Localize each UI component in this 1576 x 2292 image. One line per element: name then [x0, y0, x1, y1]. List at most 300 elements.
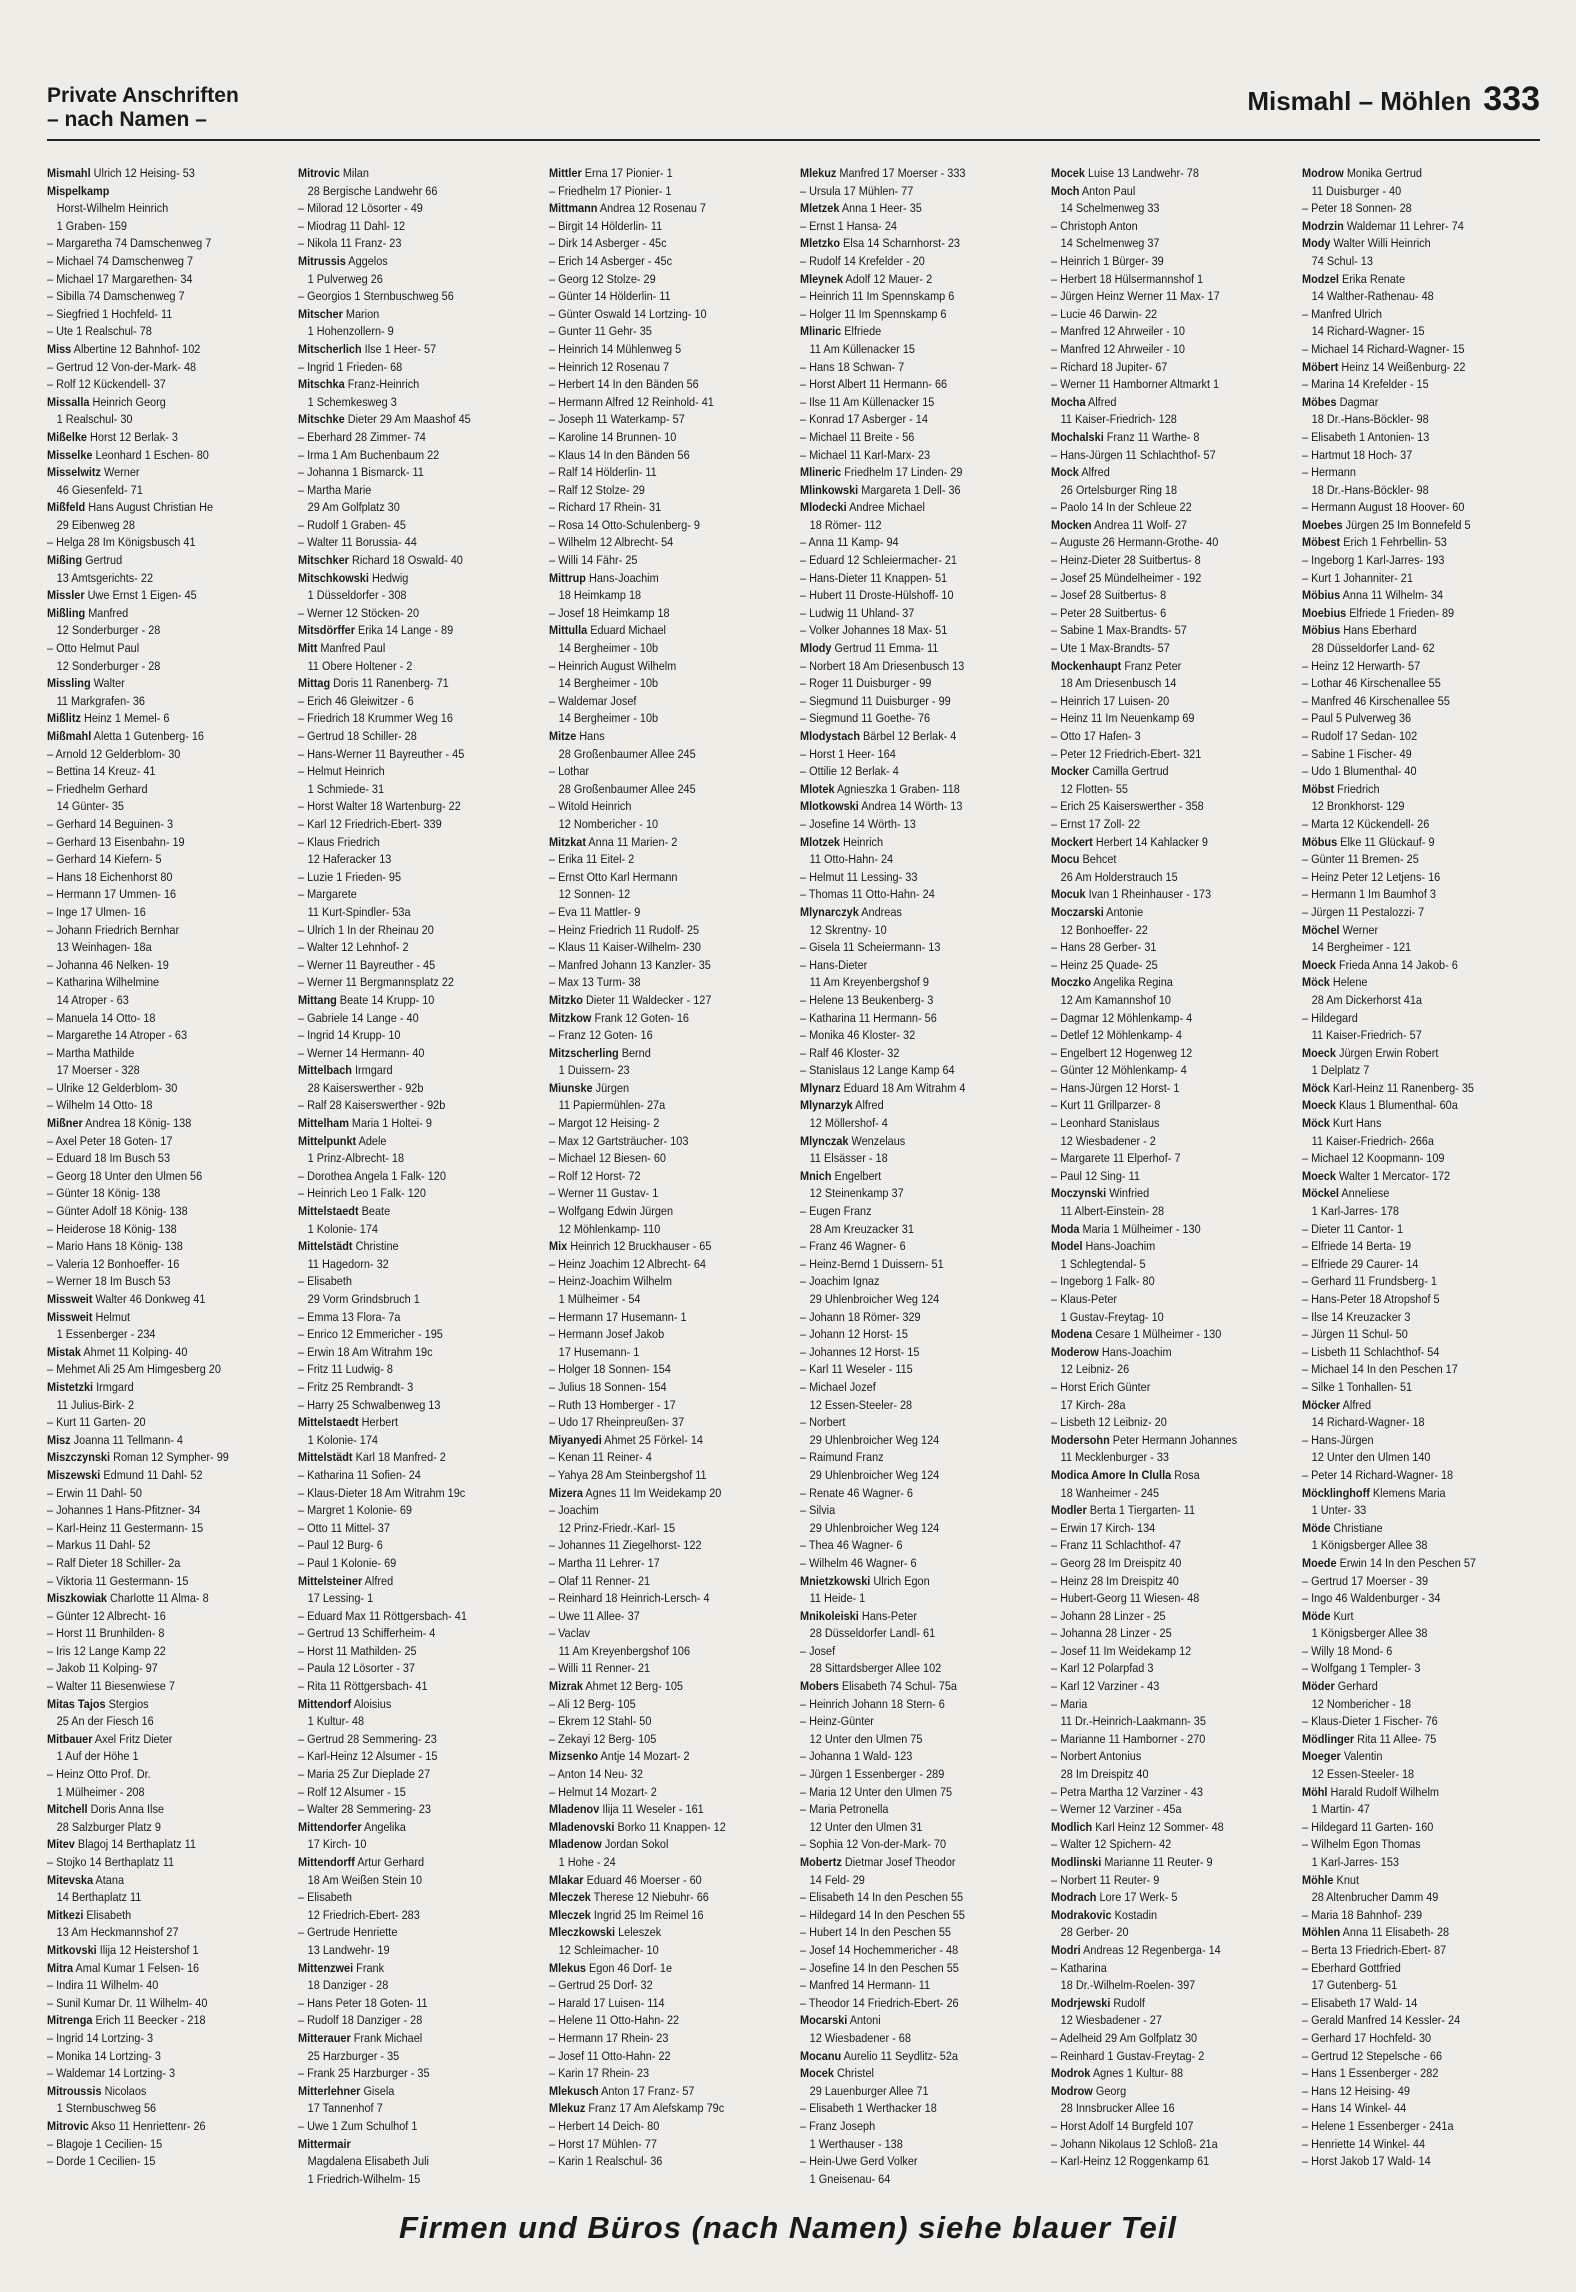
- directory-entry: [47, 1150, 289, 1168]
- entry-details: – Peter 28 Suitbertus- 6: [1051, 605, 1167, 620]
- directory-entry: [549, 816, 791, 834]
- entry-details: – Ralf 14 Hölderlin- 11: [549, 465, 657, 480]
- entry-details: – Helmut 11 Lessing- 33: [800, 869, 918, 884]
- entry-details: – Paul 12 Burg- 6: [298, 1538, 383, 1553]
- entry-details: Agnes 11 Im Weidekamp 20: [585, 1485, 722, 1500]
- entry-surname: Miszczynski: [47, 1450, 111, 1465]
- entry-details: Nicolaos: [104, 2083, 147, 2098]
- directory-entry: [1302, 411, 1544, 429]
- directory-entry: [1302, 1238, 1544, 1256]
- entry-details: – Richard 17 Rhein- 31: [549, 500, 662, 515]
- directory-entry: [549, 482, 791, 500]
- entry-surname: Mitzko: [549, 992, 583, 1007]
- entry-surname: Mitzkow: [549, 1010, 592, 1025]
- directory-entry: [549, 1907, 791, 1925]
- directory-entry: [800, 1924, 1042, 1942]
- entry-details: – Manfred 14 Hermann- 11: [800, 1978, 931, 1993]
- entry-surname: Mismahl: [47, 166, 91, 180]
- entry-details: Frank 12 Goten- 16: [594, 1010, 690, 1025]
- directory-entry: [549, 1097, 791, 1115]
- directory-entry: [298, 482, 540, 500]
- entry-details: – Silke 1 Tonhallen- 51: [1302, 1379, 1413, 1394]
- entry-details: – Elisabeth: [298, 1890, 352, 1905]
- entry-details: Aggelos: [348, 253, 388, 268]
- entry-details: Joanna 11 Tellmann- 4: [73, 1432, 184, 1447]
- entry-details: – Heinz-Bernd 1 Duissern- 51: [800, 1256, 944, 1271]
- directory-entry: [1051, 1379, 1293, 1397]
- entry-details: – Margarete 11 Elperhof- 7: [1051, 1151, 1181, 1166]
- entry-details: – Hein-Uwe Gerd Volker: [800, 2154, 918, 2169]
- directory-entry: [800, 411, 1042, 429]
- directory-entry: [298, 1080, 540, 1098]
- directory-entry: [298, 2083, 540, 2101]
- entry-surname: Mitkezi: [47, 1907, 84, 1922]
- entry-details: 12 Skrentny- 10: [809, 922, 887, 937]
- directory-entry: [549, 1590, 791, 1608]
- directory-entry: [800, 2065, 1042, 2083]
- directory-entry: [1051, 1361, 1293, 1379]
- entry-details: Eduard 18 Am Witrahm 4: [843, 1080, 966, 1095]
- entry-details: – Hans-Jürgen 11 Schlachthof- 57: [1051, 447, 1216, 462]
- entry-details: – Heinrich 17 Luisen- 20: [1051, 693, 1170, 708]
- entry-details: – Max 13 Turm- 38: [549, 975, 641, 990]
- directory-entry: [549, 1748, 791, 1766]
- entry-surname: Mockenhaupt: [1051, 658, 1122, 673]
- entry-details: – Manfred Ulrich: [1302, 306, 1382, 321]
- directory-entry: [298, 869, 540, 887]
- directory-entry: [800, 1836, 1042, 1854]
- entry-details: Ingrid 25 Im Reimel 16: [593, 1907, 704, 1922]
- entry-surname: Modrjewski: [1051, 1995, 1111, 2010]
- entry-details: Adele: [358, 1133, 387, 1148]
- directory-entry: [1051, 2153, 1293, 2171]
- directory-entry: [47, 1872, 289, 1890]
- directory-entry: [1051, 235, 1293, 253]
- entry-details: 74 Schul- 13: [1311, 253, 1373, 268]
- directory-entry: [549, 1080, 791, 1098]
- entry-details: – Rudolf 17 Sedan- 102: [1302, 729, 1418, 743]
- directory-entry: [800, 2083, 1042, 2101]
- directory-entry: [298, 1960, 540, 1978]
- entry-details: – Uwe 1 Zum Schulhof 1: [298, 2118, 418, 2133]
- directory-entry: [1302, 2048, 1544, 2066]
- entry-details: Alfred: [1087, 394, 1117, 409]
- directory-entry: [1302, 429, 1544, 447]
- directory-entry: [800, 1221, 1042, 1239]
- entry-details: Ulrich Egon: [873, 1573, 930, 1588]
- entry-details: – Willi 11 Renner- 21: [549, 1661, 651, 1676]
- entry-details: – Jürgen 1 Essenberger - 289: [800, 1767, 945, 1782]
- directory-entry: [1302, 200, 1544, 218]
- entry-details: Frieda Anna 14 Jakob- 6: [1338, 957, 1458, 972]
- directory-entry: [1051, 447, 1293, 465]
- entry-details: 17 Tannenhof 7: [307, 2101, 383, 2116]
- directory-entry: [1051, 658, 1293, 676]
- directory-entry: [298, 1573, 540, 1591]
- directory-entry: [800, 1256, 1042, 1274]
- entry-details: – Max 12 Gartsträucher- 103: [549, 1133, 689, 1148]
- directory-entry: [298, 1555, 540, 1573]
- entry-details: Akso 11 Henriettenr- 26: [91, 2118, 206, 2133]
- directory-entry: [1302, 1960, 1544, 1978]
- directory-entry: [549, 2012, 791, 2030]
- entry-details: – Hans 18 Schwan- 7: [800, 359, 905, 374]
- directory-entry: [800, 1238, 1042, 1256]
- directory-entry: [1051, 992, 1293, 1010]
- directory-entry: [549, 1361, 791, 1379]
- entry-details: Alfred: [1081, 465, 1110, 480]
- entry-details: Elfriede 1 Frieden- 89: [1349, 605, 1455, 620]
- directory-entry: [800, 235, 1042, 253]
- entry-details: 17 Kirch- 28a: [1060, 1397, 1126, 1412]
- entry-details: – Theodor 14 Friedrich-Ebert- 26: [800, 1995, 959, 2010]
- directory-entry: [47, 1960, 289, 1978]
- entry-details: – Ursula 17 Mühlen- 77: [800, 183, 914, 198]
- entry-surname: Mlotzek: [800, 834, 840, 849]
- directory-entry: [1302, 1485, 1544, 1503]
- directory-entry: [800, 183, 1042, 201]
- directory-entry: [1302, 359, 1544, 377]
- directory-entry: [298, 974, 540, 992]
- entry-surname: Misz: [47, 1432, 71, 1447]
- entry-details: 11 Papiermühlen- 27a: [558, 1098, 666, 1113]
- directory-entry: [47, 693, 289, 711]
- directory-entry: [800, 1062, 1042, 1080]
- entry-details: Erich 11 Beecker - 218: [95, 2013, 206, 2028]
- directory-entry: [298, 2065, 540, 2083]
- entry-details: – Mehmet Ali 25 Am Himgesberg 20: [47, 1362, 221, 1377]
- entry-details: – Horst Walter 18 Wartenburg- 22: [298, 799, 461, 814]
- entry-details: Eduard Michael: [590, 623, 666, 638]
- entry-details: Klaus 1 Blumenthal- 60a: [1338, 1098, 1458, 1113]
- directory-entry: [800, 2171, 1042, 2189]
- directory-entry: [549, 1467, 791, 1485]
- directory-entry: [1302, 1344, 1544, 1362]
- directory-entry: [549, 1537, 791, 1555]
- entry-details: – Maria Petronella: [800, 1802, 889, 1817]
- entry-surname: Moderow: [1051, 1344, 1099, 1359]
- directory-entry: [1302, 218, 1544, 236]
- entry-details: – Miodrag 11 Dahl- 12: [298, 218, 406, 233]
- entry-surname: Möbert: [1302, 359, 1339, 374]
- entry-details: Agnes 1 Kultur- 88: [1092, 2066, 1184, 2081]
- directory-entry: [1051, 1502, 1293, 1520]
- entry-surname: Mnich: [800, 1168, 832, 1183]
- directory-entry: [549, 253, 791, 271]
- directory-entry: [1302, 1854, 1544, 1872]
- entry-surname: Mlynarzyk: [800, 1098, 853, 1113]
- entry-surname: Moch: [1051, 183, 1080, 198]
- entry-details: – Ingeborg 1 Karl-Jarres- 193: [1302, 553, 1445, 568]
- entry-details: – Joseph 11 Waterkamp- 57: [549, 412, 685, 427]
- entry-details: Aletta 1 Gutenberg- 16: [93, 729, 204, 743]
- directory-entry: [1302, 1731, 1544, 1749]
- entry-surname: Mitkovski: [47, 1942, 97, 1957]
- entry-surname: Mißmahl: [47, 729, 92, 743]
- directory-entry: [298, 253, 540, 271]
- entry-details: – Johann Nikolaus 12 Schloß- 21a: [1051, 2136, 1218, 2151]
- entry-surname: Mitra: [47, 1960, 74, 1975]
- entry-surname: Mlekusch: [549, 2083, 599, 2098]
- entry-details: – Stanislaus 12 Lange Kamp 64: [800, 1063, 955, 1078]
- entry-surname: Mlotkowski: [800, 799, 859, 814]
- entry-details: – Gerhard 14 Beguinen- 3: [47, 816, 174, 831]
- entry-surname: Mocuk: [1051, 887, 1086, 902]
- entry-details: 13 Amtsgerichts- 22: [56, 570, 154, 585]
- entry-details: – Josef 14 Hochemmericher - 48: [800, 1942, 959, 1957]
- directory-entry: [800, 2012, 1042, 2030]
- entry-details: Andree Michael: [849, 500, 925, 515]
- entry-details: 18 Am Driesenbusch 14: [1060, 676, 1177, 691]
- directory-entry: [800, 306, 1042, 324]
- directory-entry: [298, 1590, 540, 1608]
- entry-details: – Thomas 11 Otto-Hahn- 24: [800, 887, 935, 902]
- directory-entry: [1302, 376, 1544, 394]
- directory-entry: [549, 1819, 791, 1837]
- entry-details: – Wilhelm 46 Wagner- 6: [800, 1555, 917, 1570]
- entry-details: 28 Bergische Landwehr 66: [307, 183, 438, 198]
- entry-surname: Mochalski: [1051, 429, 1104, 444]
- entry-details: – Gisela 11 Scheiermann- 13: [800, 940, 941, 955]
- directory-entry: [47, 1115, 289, 1133]
- entry-details: – Milorad 12 Lösorter - 49: [298, 201, 423, 216]
- entry-details: – Hans-Dieter 11 Knappen- 51: [800, 570, 948, 585]
- entry-details: – Marta 12 Kückendell- 26: [1302, 816, 1430, 831]
- entry-surname: Miszkowiak: [47, 1591, 108, 1606]
- entry-details: – Margarethe 14 Atroper - 63: [47, 1028, 188, 1043]
- entry-details: – Hartmut 18 Hoch- 37: [1302, 447, 1413, 462]
- directory-entry: [298, 1309, 540, 1327]
- entry-surname: Moczko: [1051, 975, 1091, 990]
- entry-surname: Möckel: [1302, 1186, 1339, 1201]
- entry-surname: Mistak: [47, 1344, 81, 1359]
- entry-details: – Michael 14 In den Peschen 17: [1302, 1362, 1458, 1377]
- directory-entry: [47, 235, 289, 253]
- entry-details: – Helmut 14 Mozart- 2: [549, 1784, 657, 1799]
- directory-entry: [47, 1097, 289, 1115]
- directory-entry: [1302, 1080, 1544, 1098]
- directory-entry: [1302, 2100, 1544, 2118]
- entry-details: – Dorde 1 Cecilien- 15: [47, 2154, 156, 2169]
- directory-entry: [1051, 552, 1293, 570]
- entry-details: Uwe Ernst 1 Eigen- 45: [87, 588, 197, 603]
- entry-details: Maria 1 Holtei- 9: [351, 1116, 432, 1131]
- entry-details: Jürgen 25 Im Bonnefeld 5: [1345, 517, 1471, 532]
- entry-details: 1 Martin- 47: [1311, 1802, 1370, 1817]
- directory-entry: [298, 834, 540, 852]
- entry-details: Winfried: [1109, 1186, 1150, 1201]
- directory-entry: [549, 359, 791, 377]
- entry-details: 14 Bergheimer - 10b: [558, 641, 659, 656]
- directory-entry: [1051, 605, 1293, 623]
- directory-entry: [800, 1660, 1042, 1678]
- entry-details: 12 Flotten- 55: [1060, 781, 1128, 796]
- directory-entry: [1051, 904, 1293, 922]
- entry-details: – Horst Adolf 14 Burgfeld 107: [1051, 2118, 1194, 2133]
- entry-details: Gisela: [363, 2083, 395, 2098]
- entry-details: Anneliese: [1341, 1186, 1390, 1201]
- entry-details: 1 Kolonie- 174: [307, 1221, 379, 1236]
- entry-surname: Modrzin: [1302, 218, 1344, 233]
- directory-entry: [800, 1203, 1042, 1221]
- entry-details: Helmut: [95, 1309, 131, 1324]
- directory-entry: [47, 957, 289, 975]
- directory-entry: [800, 218, 1042, 236]
- directory-entry: [800, 2100, 1042, 2118]
- directory-entry: [47, 411, 289, 429]
- directory-entry: [298, 271, 540, 289]
- directory-entry: [1302, 798, 1544, 816]
- entry-details: – Ralf Dieter 18 Schiller- 2a: [47, 1555, 181, 1570]
- directory-entry: [1051, 728, 1293, 746]
- entry-details: Alfred: [364, 1573, 394, 1588]
- directory-entry: [1302, 447, 1544, 465]
- entry-details: 14 Walther-Rathenau- 48: [1311, 289, 1434, 304]
- directory-entry: [1302, 1573, 1544, 1591]
- directory-entry: [47, 781, 289, 799]
- entry-surname: Moczarski: [1051, 904, 1104, 919]
- entry-details: – Martha 11 Lehrer- 17: [549, 1555, 660, 1570]
- entry-details: 28 Gerber- 20: [1060, 1925, 1129, 1940]
- directory-entry: [1051, 1555, 1293, 1573]
- entry-surname: Mocanu: [800, 2048, 842, 2063]
- entry-surname: Mleczkowski: [549, 1925, 616, 1940]
- entry-surname: Mitschkowski: [298, 570, 369, 585]
- directory-entry: [549, 534, 791, 552]
- directory-entry: [1302, 869, 1544, 887]
- directory-entry: [47, 499, 289, 517]
- entry-details: – Viktoria 11 Gestermann- 15: [47, 1573, 189, 1588]
- directory-entry: [1302, 1784, 1544, 1802]
- directory-entry: [1051, 411, 1293, 429]
- entry-details: – Gerhard 14 Kiefern- 5: [47, 852, 162, 867]
- entry-surname: Mittler: [549, 166, 582, 180]
- directory-entry: [298, 1062, 540, 1080]
- entry-details: – Reinhard 1 Gustav-Freytag- 2: [1051, 2048, 1205, 2063]
- entry-surname: Möck: [1302, 1116, 1330, 1131]
- directory-entry: [549, 693, 791, 711]
- directory-entry: [1051, 1185, 1293, 1203]
- entry-details: – Kurt 11 Garten- 20: [47, 1415, 146, 1430]
- entry-details: – Helene 13 Beukenberg- 3: [800, 992, 934, 1007]
- entry-details: Ahmet 25 Förkel- 14: [604, 1432, 703, 1447]
- entry-details: Erika 14 Lange - 89: [357, 623, 454, 638]
- directory-entry: [1051, 218, 1293, 236]
- entry-details: 12 Wiesbadener - 68: [809, 2030, 911, 2045]
- directory-entry: [1302, 851, 1544, 869]
- directory-entry: [47, 359, 289, 377]
- directory-entry: [1051, 710, 1293, 728]
- entry-details: 1 Düsseldorfer - 308: [307, 588, 407, 603]
- directory-entry: [298, 1168, 540, 1186]
- entry-surname: Möcklinghoff: [1302, 1485, 1370, 1500]
- entry-details: – Wilhelm 14 Otto- 18: [47, 1098, 153, 1113]
- entry-details: Behcet: [1082, 852, 1117, 867]
- directory-entry: [298, 1273, 540, 1291]
- entry-surname: Mittelstaedt: [298, 1204, 359, 1219]
- directory-entry: [298, 1924, 540, 1942]
- directory-entry: [1051, 886, 1293, 904]
- entry-details: – Margot 12 Heising- 2: [549, 1116, 660, 1131]
- entry-details: – Erwin 18 Am Witrahm 19c: [298, 1344, 433, 1359]
- directory-entry: [298, 218, 540, 236]
- directory-entry: [298, 658, 540, 676]
- entry-details: – Georg 18 Unter den Ulmen 56: [47, 1168, 203, 1183]
- entry-details: Roman 12 Sympher- 99: [113, 1450, 229, 1465]
- entry-details: – Norbert: [800, 1415, 846, 1430]
- page-number: 333: [1483, 80, 1540, 118]
- directory-entry: [800, 1907, 1042, 1925]
- entry-surname: Moeck: [1302, 1098, 1336, 1113]
- directory-entry: [298, 693, 540, 711]
- directory-entry: [1302, 1097, 1544, 1115]
- entry-details: 28 Sittardsberger Allee 102: [809, 1661, 942, 1676]
- entry-details: – Michael 11 Breite - 56: [800, 429, 915, 444]
- directory-entry: [1051, 1713, 1293, 1731]
- entry-details: 12 Essen-Steeler- 28: [809, 1397, 913, 1412]
- directory-entry: [298, 1485, 540, 1503]
- directory-entry: [1302, 1713, 1544, 1731]
- entry-details: Andreas 12 Regenberga- 14: [1083, 1942, 1221, 1957]
- entry-details: 29 Uhlenbroicher Weg 124: [809, 1467, 940, 1482]
- directory-entry: [1051, 1608, 1293, 1626]
- entry-details: – Dieter 11 Cantor- 1: [1302, 1221, 1404, 1236]
- directory-entry: [298, 1520, 540, 1538]
- entry-surname: Missalla: [47, 394, 90, 409]
- entry-details: – Rudolf 14 Krefelder - 20: [800, 253, 925, 268]
- directory-entry: [47, 1836, 289, 1854]
- directory-entry: [800, 1133, 1042, 1151]
- entry-details: – Arnold 12 Gelderblom- 30: [47, 746, 181, 761]
- entry-surname: Mleynek: [800, 271, 844, 286]
- entry-details: – Gertrude Henriette: [298, 1925, 398, 1940]
- entry-details: 12 Sonderburger - 28: [56, 658, 161, 673]
- directory-entry: [47, 1660, 289, 1678]
- directory-entry: [549, 2048, 791, 2066]
- directory-entry: [1302, 710, 1544, 728]
- entry-details: – Marina 14 Krefelder - 15: [1302, 377, 1429, 392]
- entry-details: Christel: [836, 2066, 874, 2081]
- directory-entry: [47, 728, 289, 746]
- entry-details: 14 Bergheimer - 121: [1311, 940, 1412, 955]
- directory-entry: [1051, 499, 1293, 517]
- directory-entry: [298, 886, 540, 904]
- entry-details: Jordan Sokol: [604, 1837, 669, 1852]
- entry-details: – Anna 11 Kamp- 94: [800, 535, 899, 550]
- entry-details: – Raimund Franz: [800, 1450, 884, 1465]
- directory-entry: [549, 1185, 791, 1203]
- entry-details: 14 Bergheimer - 10b: [558, 711, 659, 726]
- entry-details: – Axel Peter 18 Goten- 17: [47, 1133, 173, 1148]
- directory-entry: [800, 974, 1042, 992]
- entry-details: – Manuela 14 Otto- 18: [47, 1010, 156, 1025]
- directory-entry: [1051, 1449, 1293, 1467]
- directory-entry: [47, 746, 289, 764]
- section-heading: [47, 84, 239, 132]
- directory-entry: [549, 1238, 791, 1256]
- directory-entry: [47, 1573, 289, 1591]
- entry-surname: Modzel: [1302, 271, 1339, 286]
- directory-entry: [47, 1309, 289, 1327]
- directory-entry: [1051, 1907, 1293, 1925]
- entry-details: 12 Bronkhorst- 129: [1311, 799, 1405, 814]
- entry-details: Hans-Joachim: [1085, 1239, 1156, 1254]
- entry-details: Margareta 1 Dell- 36: [861, 482, 961, 497]
- entry-details: – Ralf 28 Kaiserswerther - 92b: [298, 1098, 446, 1113]
- directory-entry: [1051, 675, 1293, 693]
- entry-details: – Katharina Wilhelmine: [47, 975, 160, 990]
- entry-details: – Heinz Otto Prof. Dr.: [47, 1767, 151, 1782]
